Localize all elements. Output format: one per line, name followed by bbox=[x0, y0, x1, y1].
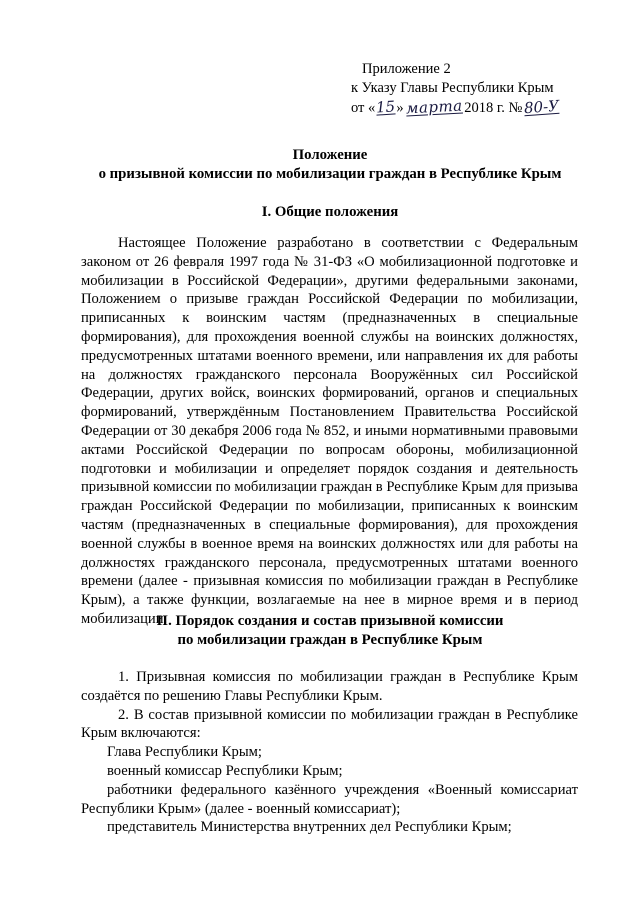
section-1-heading: I. Общие положения bbox=[261, 204, 399, 220]
member-interior-ministry: представитель Министерства внутренних дел Республики Крым; bbox=[107, 819, 512, 836]
appendix-number: Приложение 2 bbox=[362, 61, 451, 77]
date-quote-close: » bbox=[396, 100, 404, 116]
member-head: Глава Республики Крым; bbox=[107, 744, 262, 761]
general-provisions-paragraph: Настоящее Положение разработано в соответствии с Федеральным законом от 26 февраля 1997 года № 31-ФЗ «О мобилизационной подготовке и мобилизации в Российской Федерации», другими федеральными законами, Положением о призыве граждан Российской Федерации по мобилизации, приписанных к воинским частям (предназначенных в специальные формирования), для прохождения военной службы на воинских должностях, предусмотренных штатами военного времени, или направления их для работы на должностях гражданского персонала Вооружённых сил Российской Федерации, других войск, воинских формирований, органов и специальных формирований, утверждённым Постановлением Правительства Российской Федерации от 30 декабря 2006 года № 852, и иными нормативными правовыми актами Российской Федерации по вопросам обороны, мобилизационной подготовки и мобилизации и определяет порядок создания и деятельность призывной комиссии по мобилизации граждан в Республике Крым для призыва граждан Российской Федерации по мобилизации, приписанных к воинским частям (предназначенных в специальные формирования), для прохождения военной службы в военное время на воинских должностях или для работы на должностях гражданского персонала, предусмотренных штатами военного времени (далее - призывная комиссия по мобилизации граждан в Республике Крым), а также функции, возлагаемые на нее в мирное время и в период мобилизации. bbox=[81, 235, 578, 627]
date-year: 2018 г. № bbox=[464, 100, 523, 116]
item-1: 1. Призывная комиссия по мобилизации граждан в Республике Крым создаётся по решению Главы Республики Крым. bbox=[81, 669, 578, 704]
member-employees: работники федерального казённого учреждения «Военный комиссариат Республики Крым» (далее - военный комиссариат); bbox=[81, 781, 578, 817]
appendix-date-line bbox=[351, 98, 611, 118]
appendix-decree: к Указу Главы Республики Крым bbox=[351, 80, 554, 96]
document-title: Положение bbox=[292, 147, 368, 163]
appendix-block bbox=[351, 60, 611, 118]
document-subtitle: о призывной комиссии по мобилизации граждан в Республике Крым bbox=[98, 166, 562, 182]
item-2: 2. В состав призывной комиссии по мобилизации граждан в Республике Крым включаются: bbox=[81, 706, 578, 742]
section-2-heading-line2: по мобилизации граждан в Республике Крым bbox=[177, 632, 483, 648]
section-2-heading-line1: II. Порядок создания и состав призывной комиссии bbox=[156, 613, 504, 629]
member-commissar: военный комиссар Республики Крым; bbox=[107, 762, 343, 779]
date-prefix: от « bbox=[351, 100, 376, 116]
handwritten-month: марта bbox=[405, 96, 463, 118]
handwritten-day: 15 bbox=[375, 97, 396, 117]
handwritten-decree-number: 80-У bbox=[523, 96, 560, 118]
section-2-content bbox=[81, 668, 578, 837]
